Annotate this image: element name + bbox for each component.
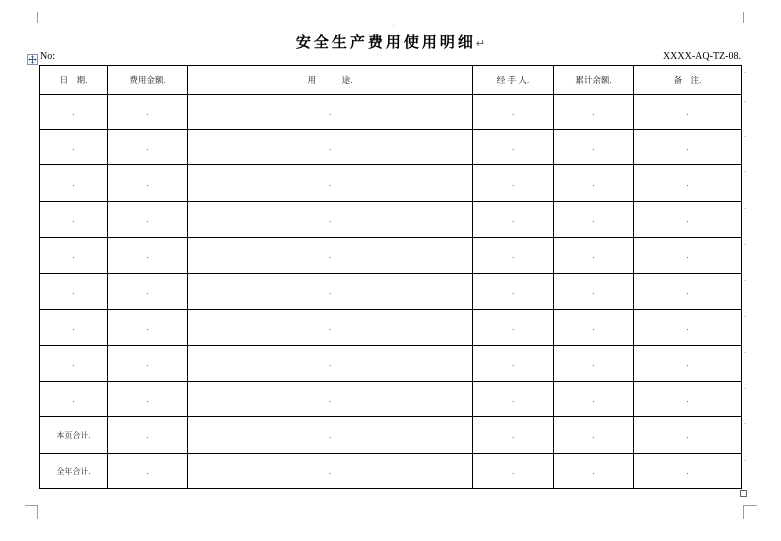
row-end-mark: . — [744, 312, 746, 319]
cell-remarks[interactable]: . — [634, 417, 742, 454]
table-row — [40, 417, 742, 454]
cell-handler[interactable]: . — [473, 310, 554, 346]
table-row — [40, 130, 742, 165]
table-row — [40, 238, 742, 274]
cell-amount[interactable]: . — [108, 382, 188, 417]
cell-balance[interactable]: . — [554, 202, 634, 238]
row-end-mark: . — [744, 204, 746, 211]
table-move-icon[interactable] — [27, 54, 38, 65]
header-remarks[interactable]: 备 注. — [634, 66, 742, 95]
table-row — [40, 202, 742, 238]
crop-mark-top-right — [743, 12, 744, 23]
row-label-cell[interactable]: 全年合计. — [40, 454, 108, 489]
row-label-cell[interactable]: 本页合计. — [40, 417, 108, 454]
cell-remarks[interactable]: . — [634, 202, 742, 238]
table-row — [40, 274, 742, 310]
row-end-mark: . — [744, 68, 746, 75]
cell-amount[interactable]: . — [108, 130, 188, 165]
cell-date[interactable]: . — [40, 202, 108, 238]
cell-remarks[interactable]: . — [634, 95, 742, 130]
cell-remarks[interactable]: . — [634, 238, 742, 274]
crop-mark-bottom-right-v — [743, 505, 744, 519]
cell-handler[interactable]: . — [473, 417, 554, 454]
cell-remarks[interactable]: . — [634, 130, 742, 165]
row-end-mark: . — [744, 167, 746, 174]
cell-balance[interactable]: . — [554, 165, 634, 202]
cell-remarks[interactable]: . — [634, 454, 742, 489]
cell-remarks[interactable]: . — [634, 382, 742, 417]
cell-date[interactable]: . — [40, 346, 108, 382]
cell-handler[interactable]: . — [473, 454, 554, 489]
cell-balance[interactable]: . — [554, 130, 634, 165]
table-row — [40, 346, 742, 382]
cell-amount[interactable]: . — [108, 346, 188, 382]
table-row — [40, 382, 742, 417]
cell-handler[interactable]: . — [473, 346, 554, 382]
row-end-mark: . — [744, 132, 746, 139]
row-end-mark: . — [744, 384, 746, 391]
cell-balance[interactable]: . — [554, 95, 634, 130]
cell-purpose[interactable]: . — [188, 130, 473, 165]
cell-purpose[interactable]: . — [188, 274, 473, 310]
cell-date[interactable]: . — [40, 238, 108, 274]
cell-purpose[interactable]: . — [188, 95, 473, 130]
header-row — [40, 66, 742, 95]
header-balance[interactable]: 累计余额. — [554, 66, 634, 95]
header-amount[interactable]: 费用金额. — [108, 66, 188, 95]
row-end-mark: . — [744, 276, 746, 283]
cell-purpose[interactable]: . — [188, 346, 473, 382]
cell-handler[interactable]: . — [473, 130, 554, 165]
row-end-mark: . — [744, 240, 746, 247]
cell-balance[interactable]: . — [554, 454, 634, 489]
table-row — [40, 165, 742, 202]
number-label[interactable]: No: — [40, 51, 55, 62]
cell-handler[interactable]: . — [473, 238, 554, 274]
crop-mark-bottom-left-v — [37, 505, 38, 519]
cell-purpose[interactable]: . — [188, 310, 473, 346]
header-handler[interactable]: 经 手 人. — [473, 66, 554, 95]
cell-remarks[interactable]: . — [634, 274, 742, 310]
table-resize-icon[interactable] — [740, 490, 747, 497]
cell-date[interactable]: . — [40, 382, 108, 417]
cell-date[interactable]: . — [40, 310, 108, 346]
document-title[interactable]: 安全生产费用使用明细 — [295, 34, 476, 51]
header-purpose[interactable]: 用 途. — [188, 66, 473, 95]
document-title-line[interactable] — [0, 31, 781, 52]
cell-purpose[interactable]: . — [188, 382, 473, 417]
paragraph-mark: . — [393, 21, 395, 28]
cell-handler[interactable]: . — [473, 95, 554, 130]
cell-remarks[interactable]: . — [634, 165, 742, 202]
cell-amount[interactable]: . — [108, 417, 188, 454]
return-mark: ↵ — [475, 38, 486, 50]
cell-balance[interactable]: . — [554, 346, 634, 382]
cell-amount[interactable]: . — [108, 274, 188, 310]
cell-amount[interactable]: . — [108, 310, 188, 346]
row-end-mark: . — [744, 456, 746, 463]
cell-purpose[interactable]: . — [188, 417, 473, 454]
cell-date[interactable]: . — [40, 165, 108, 202]
crop-mark-bottom-right-h — [743, 505, 757, 506]
cell-balance[interactable]: . — [554, 382, 634, 417]
cell-remarks[interactable]: . — [634, 346, 742, 382]
row-end-mark: . — [744, 97, 746, 104]
cell-balance[interactable]: . — [554, 310, 634, 346]
cell-remarks[interactable]: . — [634, 310, 742, 346]
row-end-mark: . — [744, 348, 746, 355]
cell-purpose[interactable]: . — [188, 202, 473, 238]
cell-handler[interactable]: . — [473, 165, 554, 202]
cell-amount[interactable]: . — [108, 238, 188, 274]
row-end-mark: . — [744, 419, 746, 426]
table-row — [40, 95, 742, 130]
cell-handler[interactable]: . — [473, 202, 554, 238]
cell-purpose[interactable]: . — [188, 165, 473, 202]
table-row — [40, 310, 742, 346]
table-row — [40, 454, 742, 489]
document-code[interactable]: XXXX-AQ-TZ-08. — [662, 51, 741, 62]
cell-handler[interactable]: . — [473, 274, 554, 310]
cell-amount[interactable]: . — [108, 202, 188, 238]
cell-amount[interactable]: . — [108, 454, 188, 489]
crop-mark-top-left — [37, 12, 38, 23]
cell-balance[interactable]: . — [554, 238, 634, 274]
cell-purpose[interactable]: . — [188, 454, 473, 489]
cell-date[interactable]: . — [40, 95, 108, 130]
expense-table — [39, 65, 742, 489]
cell-balance[interactable]: . — [554, 274, 634, 310]
cell-date[interactable]: . — [40, 130, 108, 165]
cell-purpose[interactable]: . — [188, 238, 473, 274]
cell-date[interactable]: . — [40, 274, 108, 310]
cell-amount[interactable]: . — [108, 95, 188, 130]
cell-balance[interactable]: . — [554, 417, 634, 454]
cell-handler[interactable]: . — [473, 382, 554, 417]
cell-amount[interactable]: . — [108, 165, 188, 202]
header-date[interactable]: 日 期. — [40, 66, 108, 95]
